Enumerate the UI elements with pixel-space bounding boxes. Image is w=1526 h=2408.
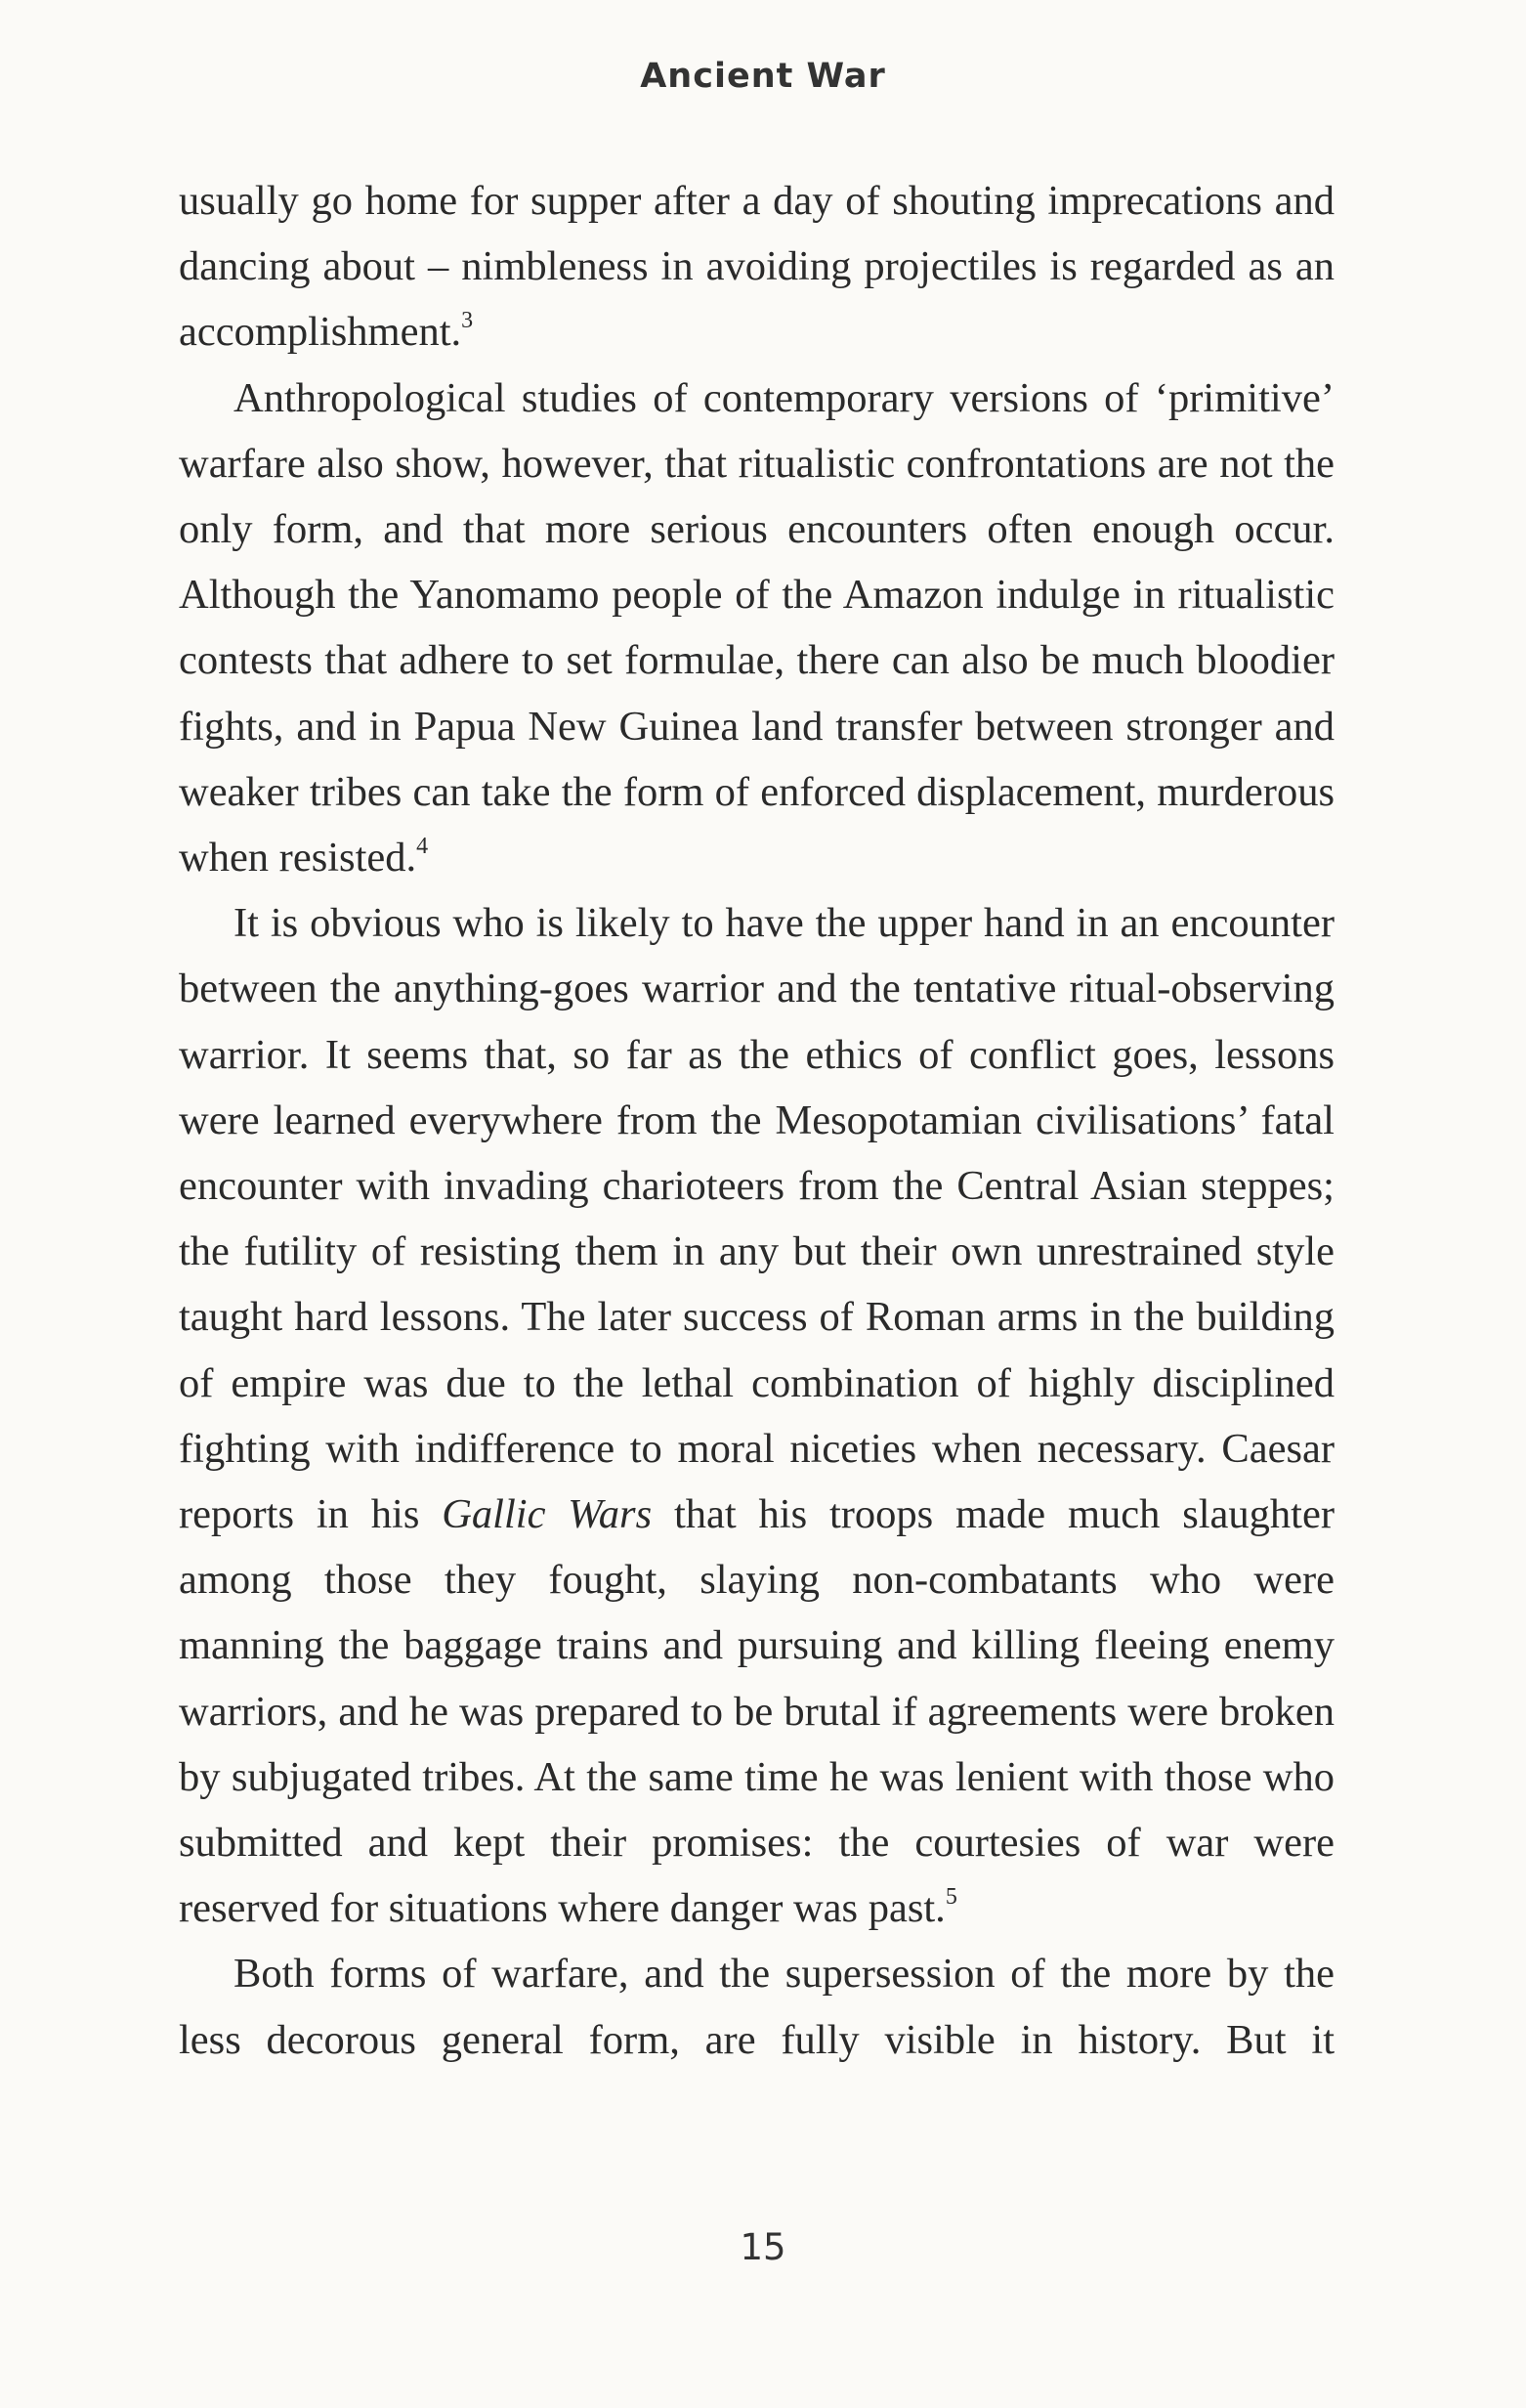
paragraph-text: usually go home for supper after a day of shouting imprecations and dancing about – nimbleness in avoiding projectiles is regarded as an accomplishment. — [179, 178, 1335, 356]
footnote-marker: 4 — [416, 834, 429, 860]
paragraph — [179, 366, 1335, 891]
paragraph-text: Both forms of warfare, and the supersession of the more by the less decorous general form, are fully visible in history. But it — [179, 1951, 1335, 2063]
book-title: Gallic Wars — [442, 1491, 653, 1538]
footnote-marker: 5 — [945, 1884, 957, 1911]
paragraph — [179, 1941, 1335, 2072]
page-number: 15 — [740, 2226, 786, 2268]
paragraph-text: Anthropological studies of contemporary versions of ‘primitive’ warfare also show, however, that ritualistic confrontations are not the only form, and that more serious encounters often enough occur. Although the Yanomamo people of the Amazon indulge in ritualistic contests that adhere to set formulae, there can also be much bloodier fights, and in Papua New Guinea land transfer between stronger and weaker tribes can take the form of enforced displacement, murderous when resisted. — [179, 374, 1335, 882]
body-text — [179, 168, 1335, 2073]
running-head: Ancient War — [640, 57, 886, 96]
footnote-marker: 3 — [461, 308, 474, 334]
paragraph — [179, 168, 1335, 366]
paragraph — [179, 890, 1335, 1941]
paragraph-text: that his troops made much slaughter among those they fought, slaying non-combatants who were manning the baggage trains and pursuing and killing fleeing enemy warriors, and he was prepared to be brutal if agreements were broken by subjugated tribes. At the same time he was lenient with those who submitted and kept their promises: the courtesies of war were reserved for situations where danger was past. — [179, 1491, 1335, 1932]
paragraph-text: It is obvious who is likely to have the upper hand in an encounter between the anything-goes warrior and the tentative ritual-observing warrior. It seems that, so far as the ethics of conflict goes, lessons were learned everywhere from the Mesopotamian civilisations’ fatal encounter with invading charioteers from the Central Asian steppes; the futility of resisting them in any but their own unrestrained style taught hard lessons. The later success of Roman arms in the building of empire was due to the lethal combination of highly disciplined fighting with indifference to moral niceties when necessary. Caesar reports in his — [179, 900, 1335, 1538]
